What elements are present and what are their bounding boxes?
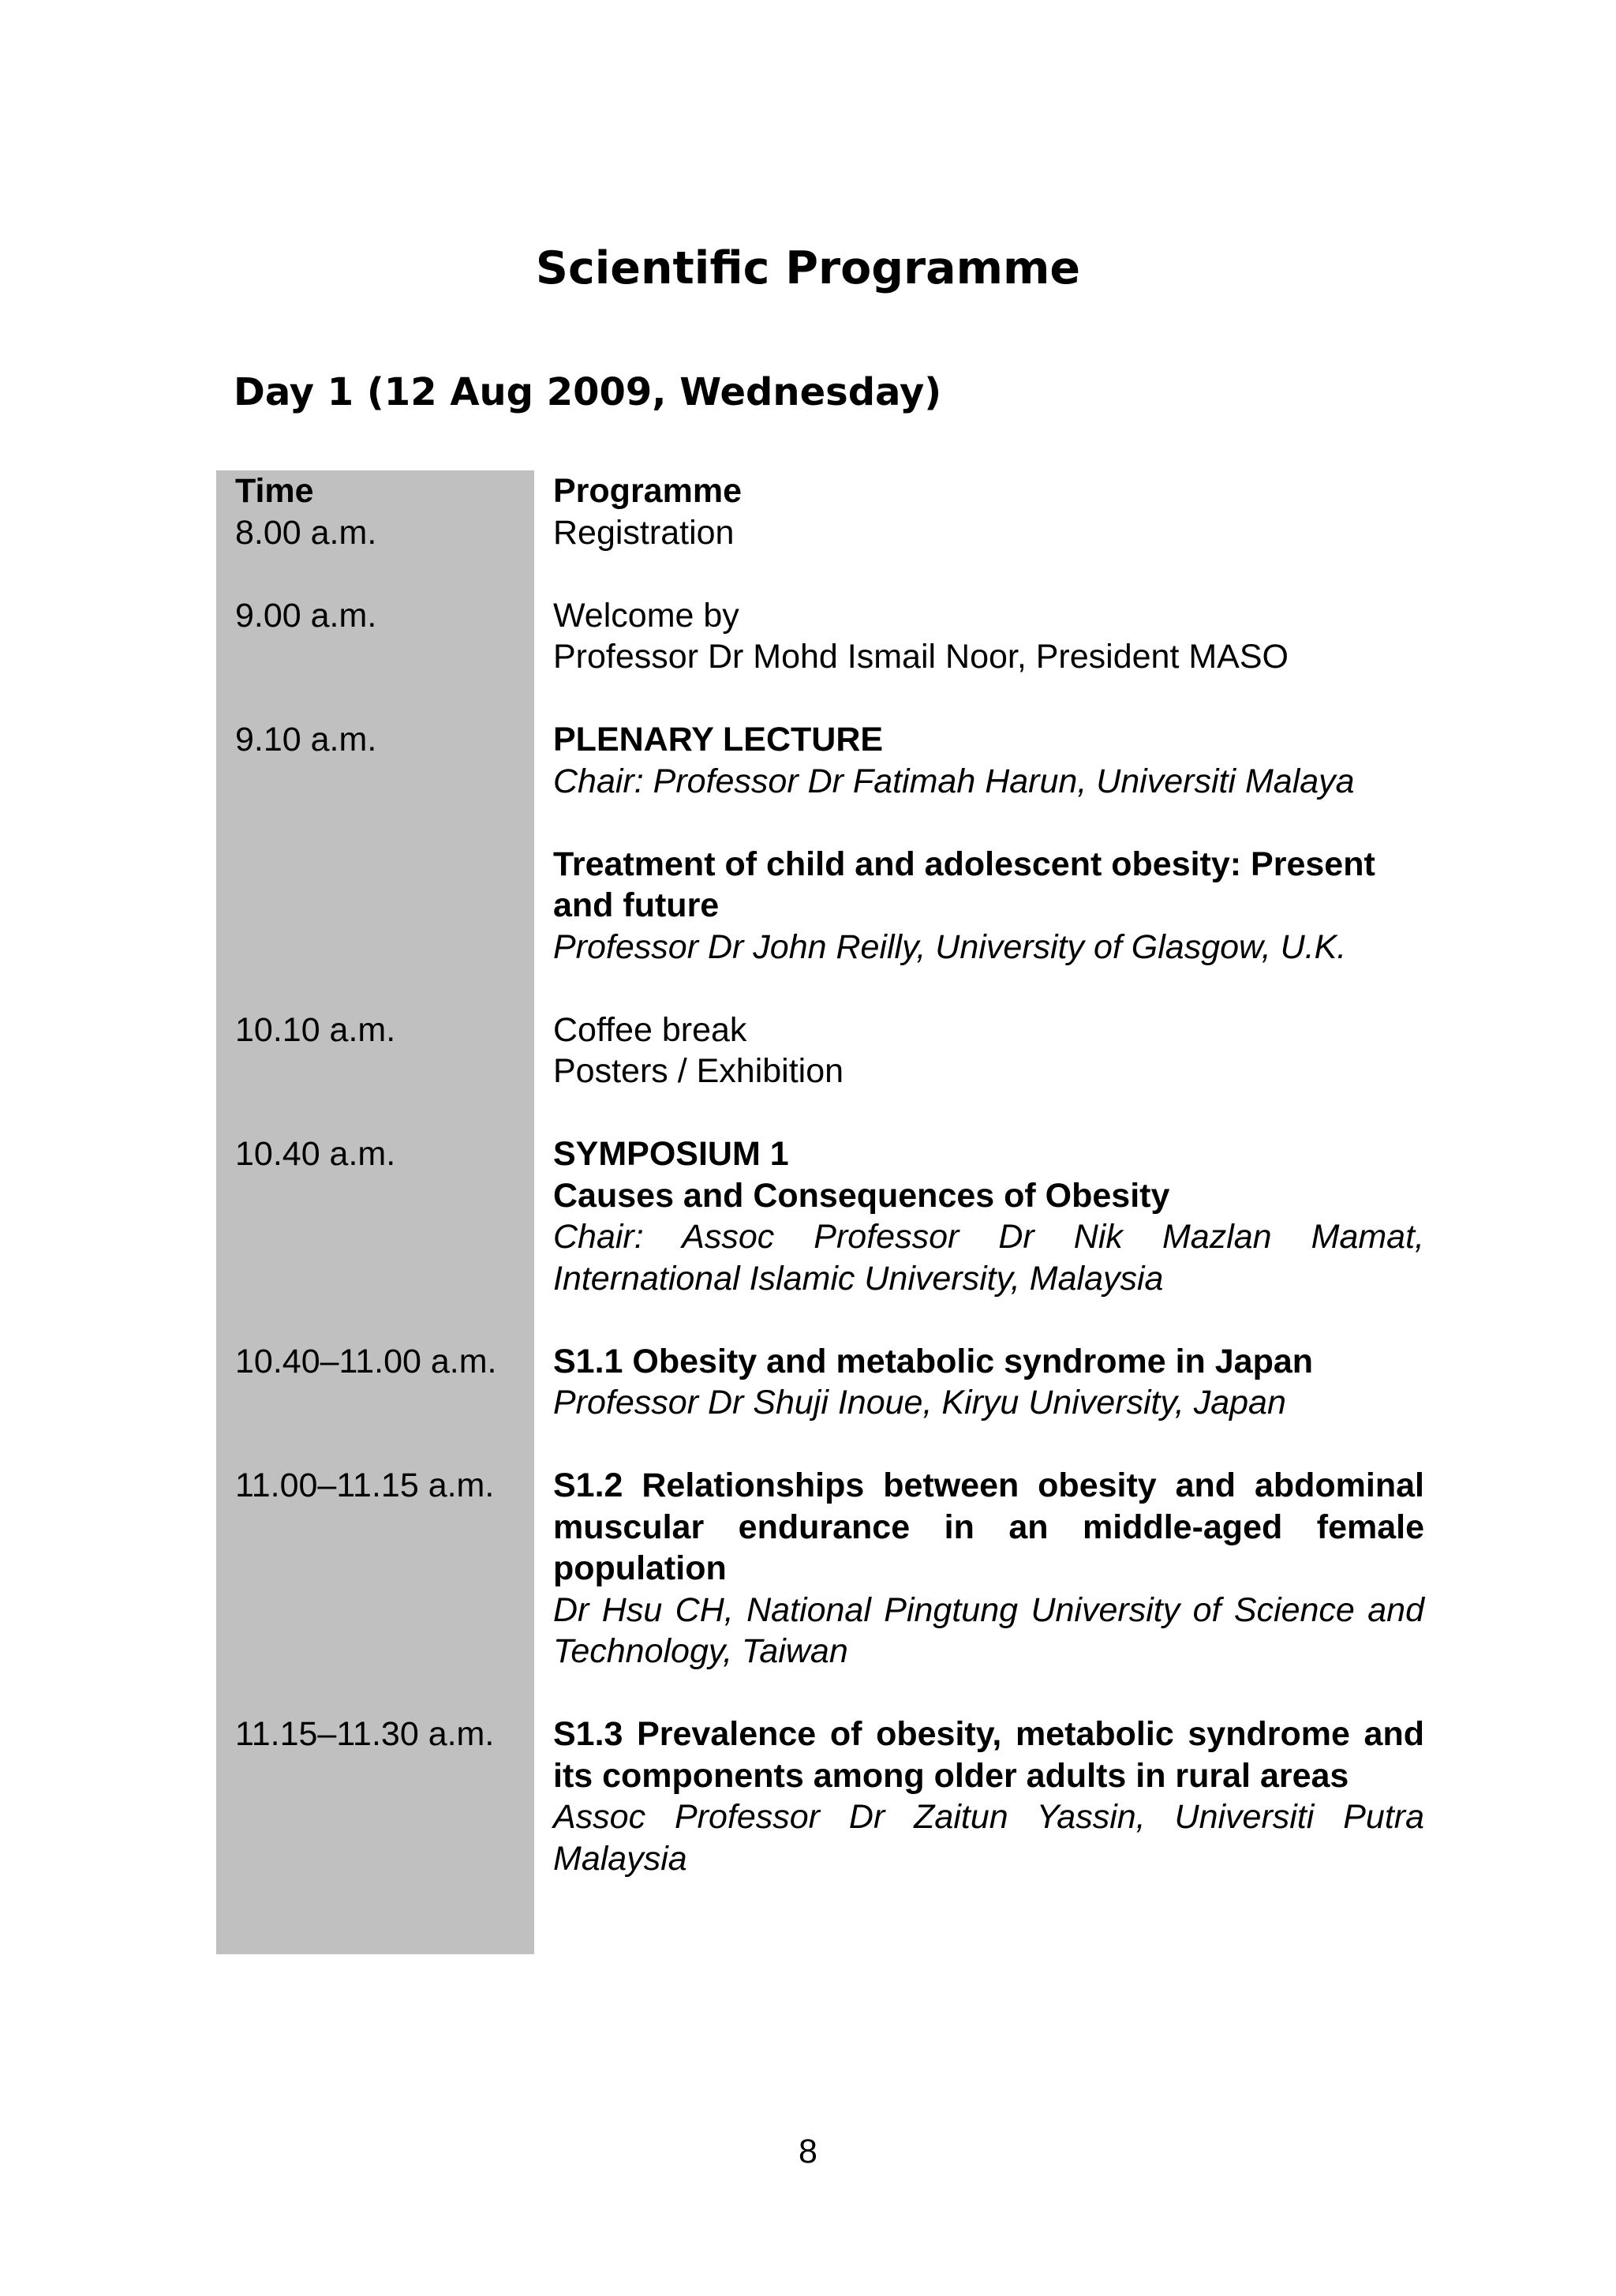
session-time: 11.15–11.30 a.m. — [235, 1715, 495, 1753]
row-spacer — [0, 1672, 1616, 1714]
page-title: Scientific Programme — [535, 242, 1081, 294]
session-chair: Chair: Professor Dr Fatimah Harun, Universiti Malaya — [553, 762, 1355, 800]
row-spacer — [0, 553, 1616, 595]
session-details — [553, 512, 1424, 554]
session-details — [553, 1009, 1424, 1092]
session-chair: Chair: Assoc Professor Dr Nik Mazlan Mamat, International Islamic University, Malaysia — [553, 1218, 1424, 1298]
row-spacer — [0, 678, 1616, 720]
session-time: 9.00 a.m. — [235, 596, 377, 635]
session-time: 10.40 a.m. — [235, 1135, 396, 1173]
row-spacer — [0, 1299, 1616, 1341]
session-details — [553, 1341, 1424, 1424]
talk-title: S1.1 Obesity and metabolic syndrome in Japan — [553, 1342, 1314, 1380]
session-time: 10.10 a.m. — [235, 1010, 396, 1049]
table-row — [0, 1341, 1616, 1424]
session-heading: SYMPOSIUM 1 — [553, 1135, 789, 1173]
session-heading: PLENARY LECTURE — [553, 721, 884, 758]
table-row — [0, 595, 1616, 678]
session-time: 9.10 a.m. — [235, 721, 377, 758]
talk-title: Treatment of child and adolescent obesity: Present and future — [553, 845, 1375, 924]
table-header-row — [0, 470, 1616, 512]
session-details — [553, 1133, 1424, 1299]
session-text: Coffee break — [553, 1010, 747, 1049]
table-row — [0, 1714, 1616, 1879]
table-row — [0, 1009, 1616, 1092]
table-row — [0, 512, 1616, 554]
talk-speaker: Professor Dr John Reilly, University of Glasgow, U.K. — [553, 927, 1347, 966]
session-time: 8.00 a.m. — [235, 513, 377, 552]
programme-table — [0, 470, 1616, 1879]
session-text: Posters / Exhibition — [553, 1052, 844, 1090]
session-time: 10.40–11.00 a.m. — [235, 1342, 497, 1380]
talk-title: S1.2 Relationships between obesity and abdominal muscular endurance in an middle-aged female population — [553, 1466, 1424, 1587]
row-spacer — [0, 968, 1616, 1009]
table-row — [0, 1465, 1616, 1672]
session-details — [553, 595, 1424, 678]
day-heading: Day 1 (12 Aug 2009, Wednesday) — [234, 370, 942, 414]
session-details — [553, 719, 1424, 968]
session-text: Welcome by — [553, 596, 739, 635]
programme-column-header: Programme — [553, 472, 742, 510]
talk-title: S1.3 Prevalence of obesity, metabolic syndrome and its components among older adults in rural areas — [553, 1715, 1424, 1795]
time-column-header: Time — [235, 472, 314, 510]
session-text: Professor Dr Mohd Ismail Noor, President MASO — [553, 638, 1289, 676]
session-time: 11.00–11.15 a.m. — [235, 1466, 495, 1504]
row-spacer — [0, 1092, 1616, 1134]
talk-speaker: Dr Hsu CH, National Pingtung University of Science and Technology, Taiwan — [553, 1590, 1424, 1670]
row-spacer — [0, 1424, 1616, 1466]
table-row — [0, 1133, 1616, 1299]
session-details — [553, 1714, 1424, 1879]
session-subheading: Causes and Consequences of Obesity — [553, 1176, 1170, 1215]
talk-speaker: Assoc Professor Dr Zaitun Yassin, Universiti Putra Malaysia — [553, 1798, 1424, 1878]
page-number: 8 — [799, 2133, 817, 2171]
table-row — [0, 719, 1616, 968]
talk-speaker: Professor Dr Shuji Inoue, Kiryu University, Japan — [553, 1384, 1286, 1421]
session-text: Registration — [553, 513, 735, 552]
session-details — [553, 1465, 1424, 1672]
row-spacer — [553, 802, 1424, 844]
